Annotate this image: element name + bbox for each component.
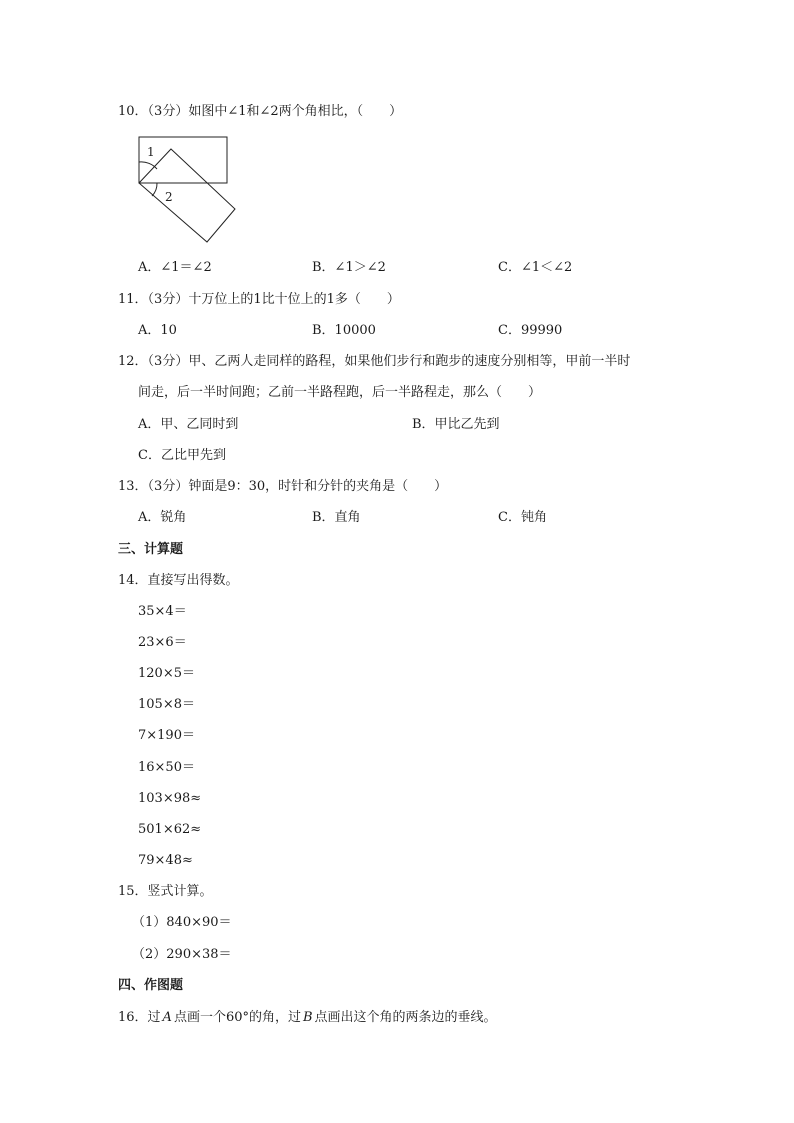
q16-stem-pre: 16．过: [118, 1010, 161, 1025]
angle-figure: [138, 136, 238, 248]
q14-item: 501×62≈: [138, 822, 202, 837]
q13-option-a: A．锐角: [138, 510, 187, 525]
section-4-heading: 四、作图题: [118, 978, 184, 993]
q14-item: 120×5＝: [138, 666, 195, 681]
q15-item: （1）840×90＝: [132, 915, 232, 930]
q15-item: （2）290×38＝: [132, 947, 232, 962]
q14-item: 105×8＝: [138, 697, 195, 712]
q14-item: 79×48≈: [138, 853, 193, 868]
q13-option-c: C．钝角: [498, 510, 547, 525]
q12-stem-line2: 间走，后一半时间跑；乙前一半路程跑，后一半路程走，那么（ ）: [138, 385, 542, 400]
q14-item: 16×50＝: [138, 760, 195, 775]
q14-stem: 14．直接写出得数。: [118, 573, 239, 588]
q10-option-b: B．∠1＞∠2: [312, 260, 386, 275]
q13-stem: 13．（3分）钟面是9：30，时针和分针的夹角是（ ）: [118, 479, 448, 494]
q11-stem: 11．（3分）十万位上的1比十位上的1多（ ）: [118, 292, 400, 307]
q12-option-b: B．甲比乙先到: [412, 417, 500, 432]
angle-2-arc: [152, 183, 157, 196]
q10-option-a: A．∠1＝∠2: [138, 260, 212, 275]
q14-item: 23×6＝: [138, 635, 187, 650]
q14-item: 35×4＝: [138, 604, 187, 619]
angle-1-label: 1: [147, 145, 155, 159]
q12-stem-line1: 12．（3分）甲、乙两人走同样的路程，如果他们步行和跑步的速度分别相等，甲前一半时: [118, 354, 631, 369]
q16-stem: [118, 1009, 497, 1027]
section-3-heading: 三、计算题: [118, 542, 184, 557]
q11-option-a: A．10: [138, 323, 177, 338]
q16-stem-post: 点画出这个角的两条边的垂线。: [314, 1010, 497, 1025]
q12-option-a: A．甲、乙同时到: [138, 417, 239, 432]
angle-1-arc: [139, 162, 157, 169]
q14-item: 103×98≈: [138, 791, 202, 806]
q16-stem-mid: 点画一个60°的角，过: [173, 1010, 301, 1025]
q10-stem: 10．（3分）如图中∠1和∠2两个角相比，（ ）: [118, 104, 403, 119]
q12-option-c: C．乙比甲先到: [138, 448, 226, 463]
q14-item: 7×190＝: [138, 728, 195, 743]
q11-option-c: C．99990: [498, 323, 563, 338]
q10-option-c: C．∠1＜∠2: [498, 260, 573, 275]
rotated-rectangle: [139, 149, 235, 242]
q15-stem: 15．竖式计算。: [118, 884, 213, 899]
angle-2-label: 2: [165, 190, 173, 204]
q13-option-b: B．直角: [312, 510, 361, 525]
point-a-label: A: [162, 1010, 172, 1025]
q11-option-b: B．10000: [312, 323, 376, 338]
point-b-label: B: [302, 1010, 313, 1025]
